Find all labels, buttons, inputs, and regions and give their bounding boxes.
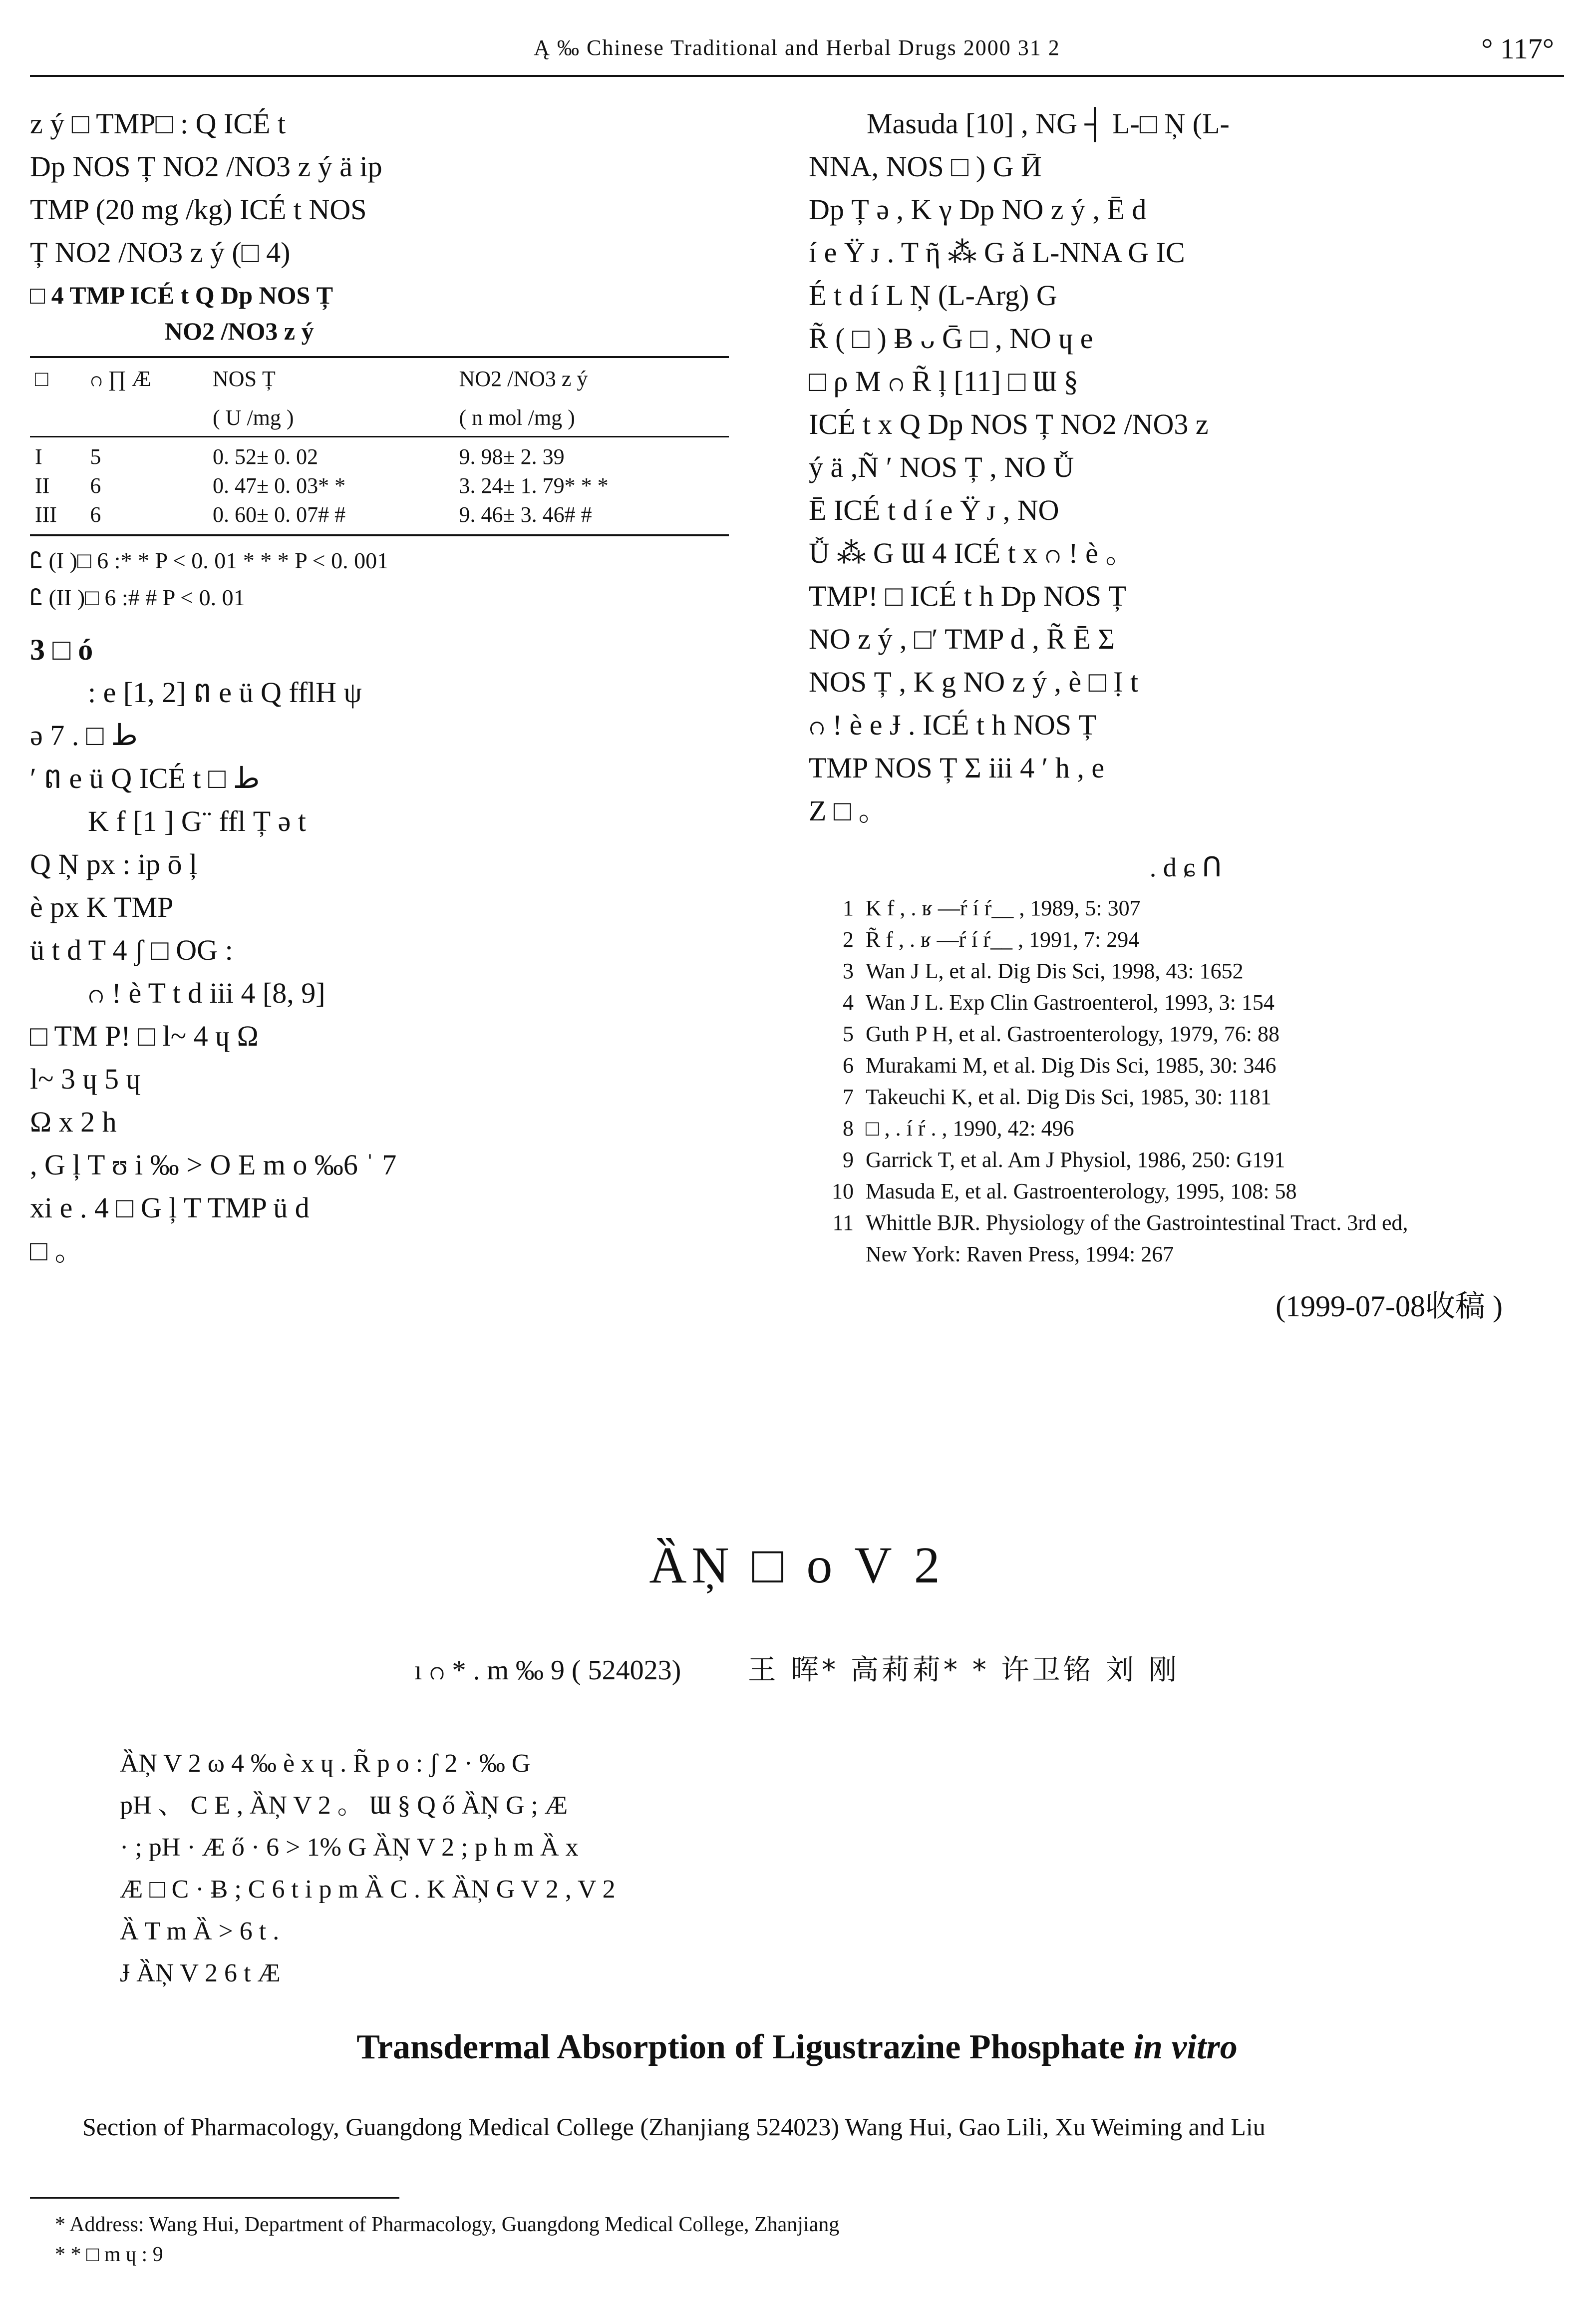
text-line: NOS Ț , K g NO z ý , è □ Ị t xyxy=(809,666,1139,698)
table-cell: 9. 46± 3. 46# # xyxy=(454,500,729,535)
table-cell: 3. 24± 1. 79* * * xyxy=(459,473,609,498)
text-line: □ ρ M ဂ R̃ ļ [11] □ Ɯ § xyxy=(809,365,1078,397)
discussion-text xyxy=(30,671,739,1272)
title-en-main: Transdermal Absorption of Ligustrazine Phosphate xyxy=(356,2028,1134,2066)
table-note: Ꮭ (II )□ 6 :# # P < 0. 01 xyxy=(30,585,245,610)
reference-item xyxy=(809,987,1563,1018)
journal-citation: Ą ‰ Chinese Traditional and Herbal Drugs 2000 31 2 xyxy=(534,35,1060,60)
table-4-caption xyxy=(30,277,739,349)
reference-number: 5 xyxy=(843,1022,854,1046)
reference-number: 1 xyxy=(843,896,854,920)
text-line: K f [1 ] G¨ ffl Ț ə t xyxy=(88,805,307,837)
table-cell: 9. 98± 2. 39 xyxy=(459,444,565,469)
reference-text: Guth P H, et al. Gastroenterology, 1979, 76: 88 xyxy=(866,1022,1279,1046)
reference-text: □ , . í ŕ . , 1990, 42: 496 xyxy=(866,1116,1074,1141)
text-line: Æ □ C · Ƀ ; C 6 t i p m Ȁ C . K ȀŅ G V 2 , V 2 xyxy=(120,1875,616,1904)
text-line: Ē ICÉ t d í e Ϋ ᴊ , NO xyxy=(809,494,1059,526)
reference-text: Wan J L, et al. Dig Dis Sci, 1998, 43: 1652 xyxy=(866,959,1244,983)
reference-item xyxy=(809,1050,1563,1081)
table-cell: I xyxy=(35,444,42,469)
received-date: (1999-07-08收稿 ) xyxy=(1275,1290,1503,1323)
reference-item xyxy=(809,1081,1563,1113)
reference-text: Wan J L. Exp Clin Gastroenterol, 1993, 3: 154 xyxy=(866,990,1275,1015)
text-line: Z □ 。 xyxy=(809,794,888,827)
reference-text: R̃ f , . ʁ —ŕ í ŕ__ , 1991, 7: 294 xyxy=(866,927,1140,952)
text-line: Ț NO2 /NO3 z ý (□ 4) xyxy=(30,236,291,269)
author-names-cn: 王 晖* 高莉莉* * 许卫铭 刘 刚 xyxy=(748,1654,1180,1686)
table-cell: 0. 60± 0. 07# # xyxy=(208,500,454,535)
reference-list xyxy=(809,892,1563,1270)
reference-item xyxy=(809,924,1563,955)
title-en-italic: in vitro xyxy=(1133,2028,1238,2066)
page-number: ° 117° xyxy=(1481,32,1554,65)
running-header xyxy=(30,30,1564,77)
right-body-text xyxy=(809,102,1563,832)
reference-item xyxy=(809,1018,1563,1050)
table-caption-line: □ 4 TMP ICÉ t Q Dp NOS Ț xyxy=(30,281,333,309)
text-line: TMP (20 mg /kg) ICÉ t NOS xyxy=(30,193,367,226)
table-header-cell: ဂ ∏ Æ xyxy=(85,357,208,397)
text-line: TMP NOS Ț Σ iii 4 ′ h , e xyxy=(809,752,1105,784)
reference-item xyxy=(809,892,1563,924)
text-line: □ 。 xyxy=(30,1234,84,1267)
text-line: xi e . 4 □ G ļ T TMP ü d xyxy=(30,1191,310,1224)
table-header-cell: □ xyxy=(30,357,85,397)
left-intro-text xyxy=(30,102,739,274)
table-header-row xyxy=(30,397,729,437)
text-line: Ȁ T m Ȁ > 6 t . xyxy=(120,1917,280,1945)
text-line: · ; pH · Æ ő · 6 > 1% G ȀŅ V 2 ; p h m Ȁ x xyxy=(120,1833,579,1862)
text-line: □ TM P! □ l~ 4 ɥ Ω xyxy=(30,1020,259,1052)
table-row xyxy=(30,437,729,472)
table-body xyxy=(30,437,729,536)
reference-item xyxy=(809,1144,1563,1175)
text-line: è px K TMP xyxy=(30,891,174,923)
table-header-cell xyxy=(30,397,85,437)
reference-text: Takeuchi K, et al. Dig Dis Sci, 1985, 30: 1181 xyxy=(866,1085,1272,1109)
text-line: Q Ņ px : ip ō ļ xyxy=(30,848,198,880)
text-line: Dp NOS Ț NO2 /NO3 z ý ä ip xyxy=(30,150,382,183)
text-line: NNA, NOS □ ) G Ӣ xyxy=(809,150,1042,183)
text-line: NO z ý , □′ TMP d , R̃ Ē Σ xyxy=(809,623,1115,655)
table-header-row xyxy=(30,357,729,397)
table-caption-line: NO2 /NO3 z ý xyxy=(165,317,314,345)
footnote-divider xyxy=(30,2197,399,2199)
table-notes xyxy=(30,542,739,616)
text-line: Ǚ ⁂ G Ɯ 4 ICÉ t x ဂ ǃ è 。 xyxy=(809,537,1135,569)
reference-text: Masuda E, et al. Gastroenterology, 1995, 108: 58 xyxy=(866,1179,1297,1203)
reference-number: 3 xyxy=(843,959,854,983)
text-line: É t d í L Ņ (L-Arg) G xyxy=(809,279,1057,312)
text-line: ü t d T 4 ʃ □ OG : xyxy=(30,934,233,966)
text-line: ý ä ,Ñ ′ NOS Ț , NO Ǚ xyxy=(809,451,1074,483)
text-line: TMP! □ ICÉ t h Dp NOS Ț xyxy=(809,580,1126,612)
table-cell: 0. 52± 0. 02 xyxy=(213,444,319,469)
table-cell: 6 xyxy=(85,500,208,535)
text-line: R̃ ( □ ) Ƀ ᴗ Ḡ □ , NO ɥ e xyxy=(809,322,1093,355)
reference-number: 4 xyxy=(843,990,854,1015)
text-line: pH 、 C E , ȀŅ V 2 。 Ɯ § Q ő ȀŅ G ; Æ xyxy=(120,1791,568,1820)
reference-item xyxy=(809,1175,1563,1207)
footnote-note: * * □ m ɥ : 9 xyxy=(55,2243,163,2266)
reference-number: 11 xyxy=(832,1210,854,1235)
text-line: ဂ ǃ è e Ɉ . ICÉ t h NOS Ț xyxy=(809,709,1097,741)
reference-item xyxy=(809,955,1563,987)
table-header-cell: NO2 /NO3 z ý xyxy=(454,357,729,397)
table-header-cell: ( U /mg ) xyxy=(208,397,454,437)
affiliation-cn: ı ဂ * . m ‰ 9 ( 524023) xyxy=(414,1655,681,1686)
footnotes xyxy=(55,2210,839,2270)
reference-text: K f , . ʁ —ŕ í ŕ__ , 1989, 5: 307 xyxy=(866,896,1141,920)
references-heading: . d ɕ ᑎ xyxy=(1149,852,1222,882)
reference-continuation: New York: Raven Press, 1994: 267 xyxy=(866,1242,1174,1266)
abstract-cn xyxy=(120,1743,1488,1994)
affiliation-en: Section of Pharmacology, Guangdong Medical College (Zhanjiang 524023) Wang Hui, Gao Lili, Xu Weiming and Liu xyxy=(82,2113,1266,2141)
text-line: í e Ϋ ᴊ . T ῆ ⁂ G ǎ L-NNA G IC xyxy=(809,236,1185,269)
table-cell: II xyxy=(35,473,50,498)
table-4 xyxy=(30,356,729,536)
reference-number: 8 xyxy=(843,1116,854,1141)
text-line: Masuda [10] , NG ┤ L-□ Ņ (L- xyxy=(867,107,1230,140)
table-row xyxy=(30,471,729,500)
text-line: ′ ព e ü Q ICÉ t □ ط xyxy=(30,762,260,794)
text-line: ȀŅ V 2 ω 4 ‰ è x ɥ . R̃ p o : ʃ 2 · ‰ G xyxy=(120,1749,531,1778)
table-cell: 5 xyxy=(90,444,101,469)
reference-item xyxy=(809,1207,1563,1238)
article-title-en xyxy=(0,2027,1594,2067)
footnote-address: * Address: Wang Hui, Department of Pharmacology, Guangdong Medical College, Zhanjiang xyxy=(55,2213,840,2236)
table-header-cell: NOS Ț xyxy=(208,357,454,397)
table-cell: III xyxy=(30,500,85,535)
table-cell: 0. 47± 0. 03* * xyxy=(213,473,346,498)
left-column xyxy=(30,102,739,1272)
table-cell: 6 xyxy=(90,473,101,498)
text-line: : e [1, 2] ព e ü Q fflH ψ xyxy=(88,676,362,709)
table-header-cell: ( n mol /mg ) xyxy=(454,397,729,437)
reference-text: Garrick T, et al. Am J Physiol, 1986, 250: G191 xyxy=(866,1148,1285,1172)
text-line: Ω x 2 h xyxy=(30,1106,117,1138)
right-column xyxy=(809,102,1563,1328)
reference-number: 6 xyxy=(843,1053,854,1078)
reference-number: 7 xyxy=(843,1085,854,1109)
text-line: l~ 3 ɥ 5 ɥ xyxy=(30,1063,141,1095)
table-note: Ꮭ (I )□ 6 :* * P < 0. 01 * * * P < 0. 001 xyxy=(30,548,389,573)
table-row xyxy=(30,500,729,535)
text-line: Dp Ț ə , K γ Dp NO z ý , Ē d xyxy=(809,193,1147,226)
reference-text: Whittle BJR. Physiology of the Gastrointestinal Tract. 3rd ed, xyxy=(866,1210,1408,1235)
reference-number: 10 xyxy=(832,1179,854,1203)
text-line: z ý □ TMP□ : Q ICÉ t xyxy=(30,107,286,140)
reference-number: 9 xyxy=(843,1148,854,1172)
reference-number: 2 xyxy=(843,927,854,952)
text-line: ICÉ t x Q Dp NOS Ț NO2 /NO3 z xyxy=(809,408,1209,440)
text-line: Ɉ ȀŅ V 2 6 t Æ xyxy=(120,1959,281,1987)
article-title-cn: ȀŅ □ o V 2 xyxy=(649,1537,945,1594)
reference-text: Murakami M, et al. Dig Dis Sci, 1985, 30: 346 xyxy=(866,1053,1276,1078)
text-line: ə 7 . □ ط xyxy=(30,719,138,752)
table-header-cell xyxy=(85,397,208,437)
reference-item xyxy=(809,1113,1563,1144)
text-line: , G ļ T ʊ i ‰ > O E m o ‰6 ˈ 7 xyxy=(30,1149,397,1181)
section-heading: 3 □ ó xyxy=(30,633,93,666)
text-line: ဂ ǃ è T t d iii 4 [8, 9] xyxy=(88,977,325,1009)
article-byline xyxy=(0,1648,1594,1693)
